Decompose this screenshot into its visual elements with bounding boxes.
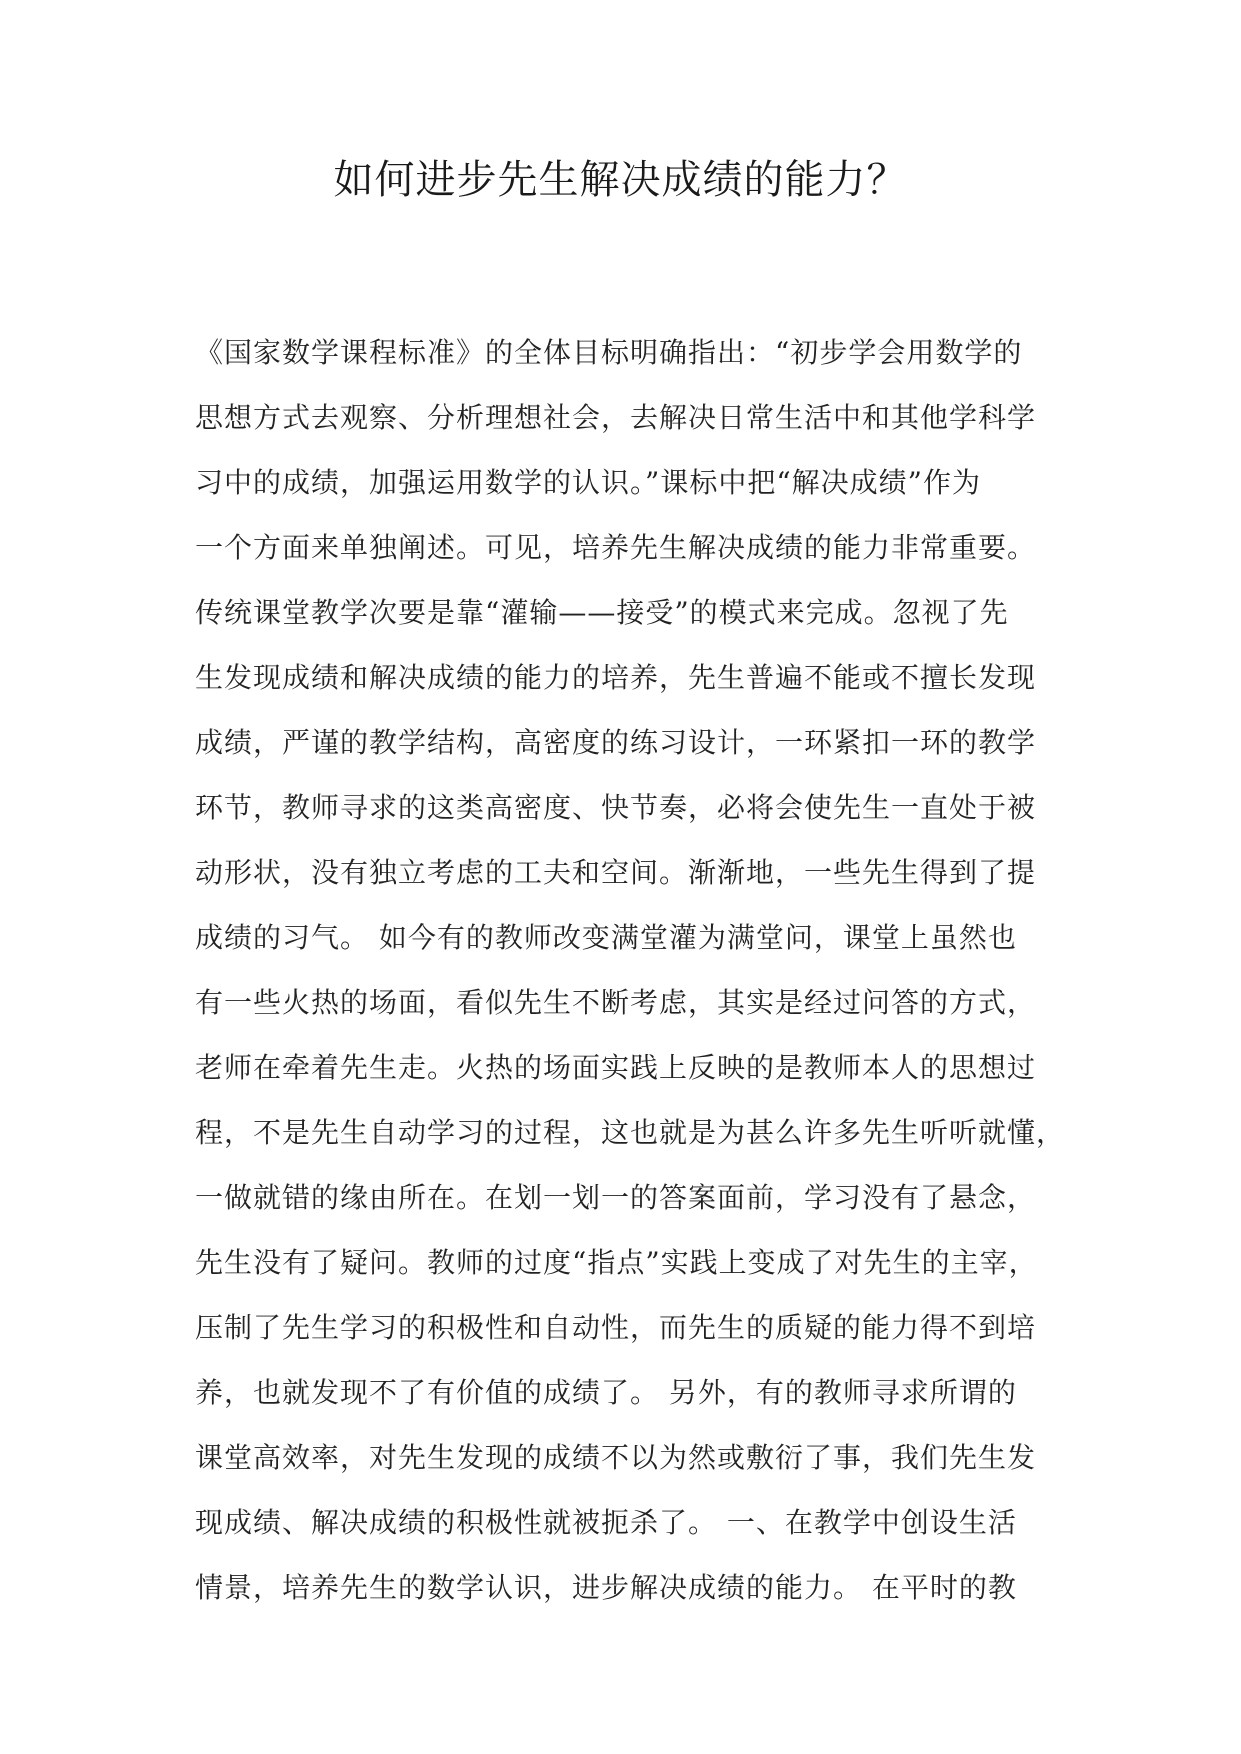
text-line: 一做就错的缘由所在。在划一划一的答案面前，学习没有了悬念， bbox=[195, 1181, 1037, 1214]
text-line: 《国家数学课程标准》的全体目标明确指出：“初步学会用数学的 bbox=[195, 336, 1023, 369]
text-line: 生发现成绩和解决成绩的能力的培养，先生普遍不能或不擅长发现 bbox=[195, 661, 1037, 694]
text-line: 压制了先生学习的积极性和自动性，而先生的质疑的能力得不到培 bbox=[195, 1311, 1037, 1344]
body-text bbox=[195, 320, 1075, 1620]
text-line: 成绩，严谨的教学结构，高密度的练习设计，一环紧扣一环的教学 bbox=[195, 726, 1037, 759]
text-line: 一个方面来单独阐述。可见，培养先生解决成绩的能力非常重要。 bbox=[195, 531, 1037, 564]
text-line: 有一些火热的场面，看似先生不断考虑，其实是经过问答的方式， bbox=[195, 986, 1037, 1019]
text-line: 动形状，没有独立考虑的工夫和空间。渐渐地，一些先生得到了提 bbox=[195, 856, 1037, 889]
text-line: 现成绩、解决成绩的积极性就被扼杀了。 一、在教学中创设生活 bbox=[195, 1506, 1017, 1539]
text-line: 程，不是先生自动学习的过程，这也就是为甚么许多先生听听就懂， bbox=[195, 1116, 1066, 1149]
text-line: 情景，培养先生的数学认识，进步解决成绩的能力。 在平时的教 bbox=[195, 1571, 1017, 1604]
text-line: 成绩的习气。 如今有的教师改变满堂灌为满堂问，课堂上虽然也 bbox=[195, 921, 1017, 954]
text-line: 环节，教师寻求的这类高密度、快节奏，必将会使先生一直处于被 bbox=[195, 791, 1037, 824]
text-line: 课堂高效率，对先生发现的成绩不以为然或敷衍了事，我们先生发 bbox=[195, 1441, 1037, 1474]
text-line: 思想方式去观察、分析理想社会，去解决日常生活中和其他学科学 bbox=[195, 401, 1037, 434]
text-line: 习中的成绩，加强运用数学的认识。”课标中把“解决成绩”作为 bbox=[195, 466, 981, 499]
document-title: 如何进步先生解决成绩的能力？ bbox=[333, 157, 908, 203]
text-line: 传统课堂教学次要是靠“灌输——接受”的模式来完成。忽视了先 bbox=[195, 596, 1009, 629]
text-line: 养，也就发现不了有价值的成绩了。 另外，有的教师寻求所谓的 bbox=[195, 1376, 1017, 1409]
text-line: 老师在牵着先生走。火热的场面实践上反映的是教师本人的思想过 bbox=[195, 1051, 1037, 1084]
text-line: 先生没有了疑问。教师的过度“指点”实践上变成了对先生的主宰， bbox=[195, 1246, 1038, 1279]
